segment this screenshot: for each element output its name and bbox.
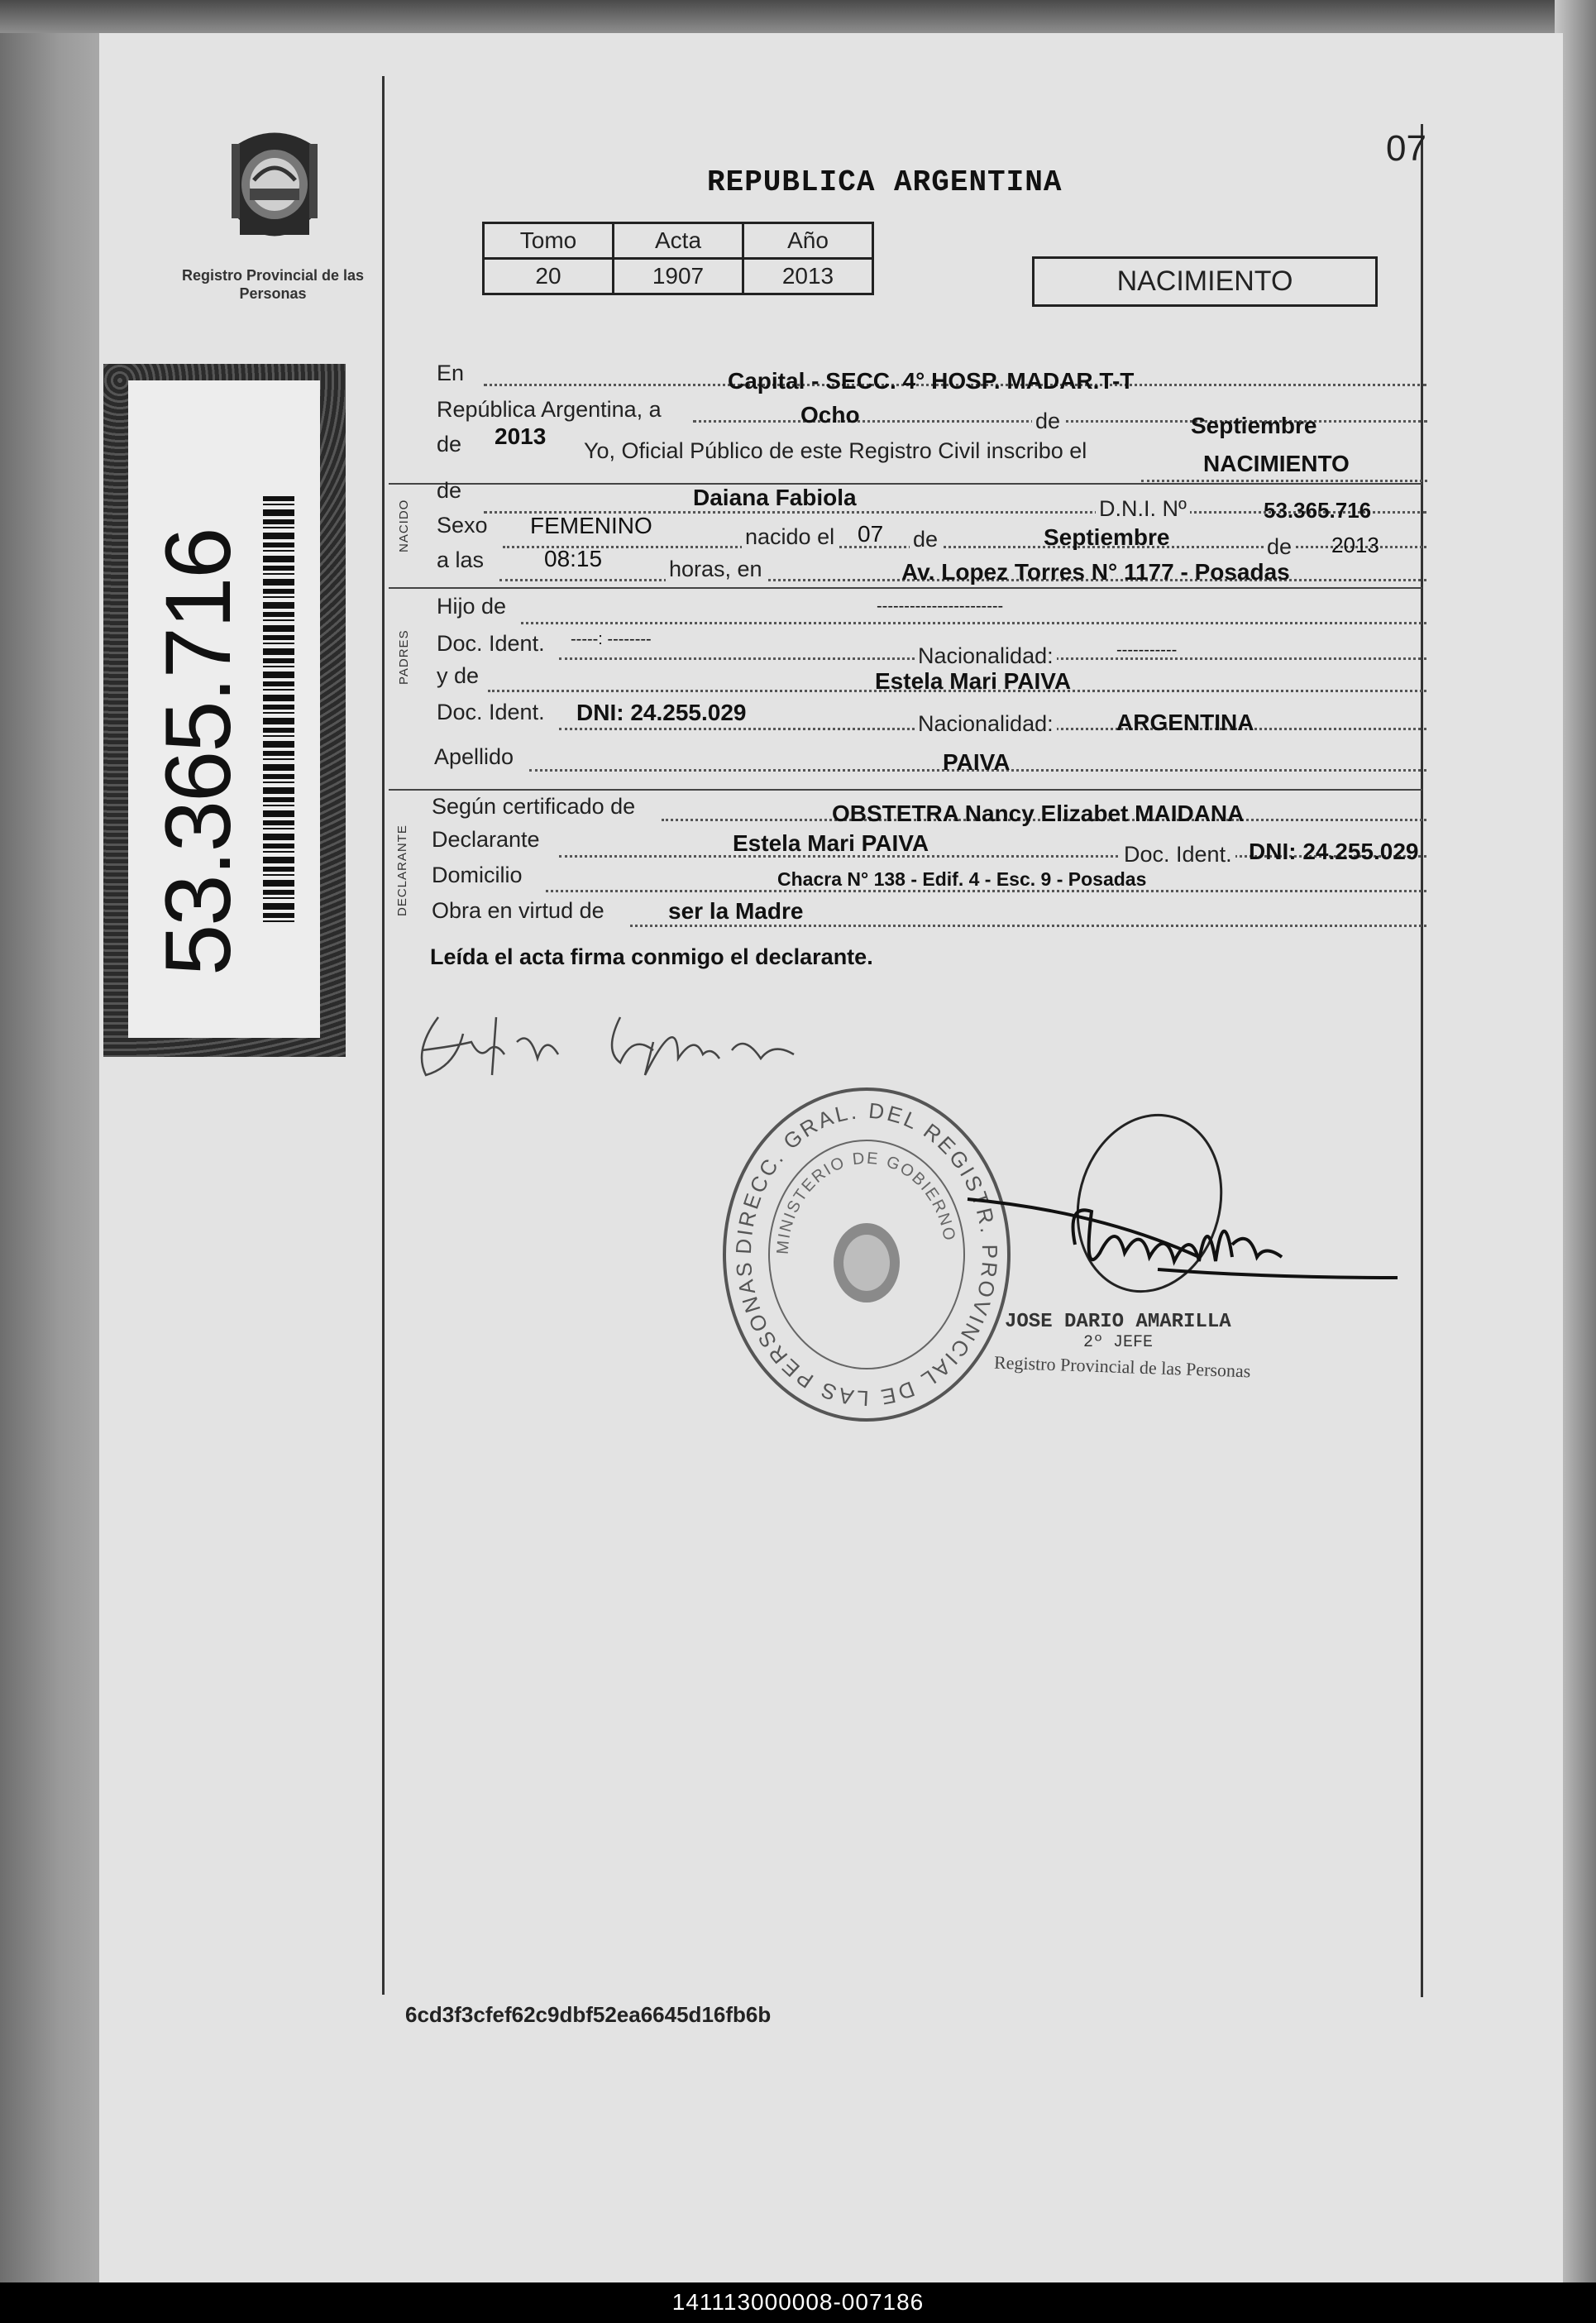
official-title: 2º JEFE — [1083, 1333, 1154, 1352]
value-declarant-address: Chacra N° 138 - Edif. 4 - Esc. 9 - Posadas — [777, 868, 1147, 890]
value-mother-doc: DNI: 24.255.029 — [576, 700, 747, 725]
value-sexo: FEMENINO — [530, 513, 652, 538]
section-rule — [389, 483, 1422, 485]
label-nacido-el: nacido el — [742, 524, 838, 550]
label-de-year: de — [437, 432, 462, 456]
text-yo-oficial: Yo, Oficial Público de este Registro Civil inscribo el — [584, 438, 1087, 463]
section-padres: PADRES — [397, 629, 411, 685]
agency-caption: Registro Provincial de las Personas — [181, 267, 365, 302]
label-de-name: de — [437, 478, 462, 503]
value-mother: Estela Mari PAIVA — [875, 668, 1072, 694]
dotted-line — [521, 622, 1426, 624]
value-father-nationality: ----------- — [1116, 641, 1178, 659]
value-day-text: Ocho — [800, 402, 860, 428]
closing-statement: Leída el acta firma conmigo el declarante. — [430, 944, 873, 969]
registry-header-anio: Año — [743, 223, 873, 259]
value-birth-year: 2013 — [1331, 533, 1379, 557]
label-de-birth-month: de — [910, 527, 941, 552]
value-birth-month: Septiembre — [1044, 524, 1170, 550]
label-doc-ident-declarant: Doc. Ident. — [1121, 842, 1235, 868]
misiones-emblem-icon — [217, 122, 332, 255]
label-a-las: a las — [437, 547, 485, 572]
value-declarant-doc: DNI: 24.255.029 — [1249, 839, 1419, 864]
page-number: 07 — [1386, 128, 1426, 169]
registry-value-acta: 1907 — [614, 259, 743, 294]
left-frame-line — [382, 76, 385, 1995]
section-rule — [389, 587, 1422, 589]
label-doc-ident-mother: Doc. Ident. — [437, 700, 545, 724]
country-title: REPUBLICA ARGENTINA — [707, 165, 1063, 199]
registry-header-acta: Acta — [614, 223, 743, 259]
value-father-doc: -----: -------- — [571, 630, 652, 648]
seal-inner-text: MINISTERIO DE GOBIERNO — [773, 1149, 959, 1255]
value-place: Capital - SECC. 4° HOSP. MADAR.T-T — [728, 368, 1135, 394]
official-office: Registro Provincial de las Personas — [993, 1351, 1251, 1382]
label-declarante: Declarante — [432, 827, 540, 852]
image-code: 141113000008-007186 — [671, 2289, 925, 2315]
label-domicilio: Domicilio — [432, 863, 523, 887]
label-nacionalidad-father: Nacionalidad: — [915, 643, 1057, 669]
registry-value-anio: 2013 — [743, 259, 873, 294]
act-type-box: NACIMIENTO — [1032, 256, 1378, 307]
value-dni: 53.365.716 — [1264, 498, 1372, 523]
value-surname: PAIVA — [943, 749, 1011, 775]
label-obra-en-virtud: Obra en virtud de — [432, 898, 604, 923]
section-declarante: DECLARANTE — [395, 825, 409, 916]
registry-header-tomo: Tomo — [484, 223, 614, 259]
value-time: 08:15 — [544, 546, 603, 571]
value-certificate: OBSTETRA Nancy Elizabet MAIDANA — [832, 801, 1245, 826]
label-en: En — [437, 361, 465, 385]
label-nacionalidad-mother: Nacionalidad: — [915, 711, 1057, 737]
book-edge-left — [0, 0, 99, 2282]
label-y-de: y de — [437, 663, 480, 688]
label-de-birth-year: de — [1264, 534, 1295, 560]
section-nacido: NACIDO — [397, 499, 411, 552]
barcode-icon — [263, 496, 294, 926]
value-name: Daiana Fabiola — [693, 485, 857, 510]
dotted-line — [630, 925, 1426, 927]
seal-outer-text: DIRECC. GRAL. DEL REGISTR. PROVINCIAL DE LAS PERSONAS — [730, 1097, 1003, 1412]
label-doc-ident-father: Doc. Ident. — [437, 631, 545, 656]
value-mother-nationality: ARGENTINA — [1116, 710, 1254, 735]
label-de: de — [1032, 409, 1063, 434]
label-hijo-de: Hijo de — [437, 594, 507, 619]
right-frame-line — [1421, 124, 1423, 1997]
declarant-signature — [405, 984, 835, 1092]
registry-value-tomo: 20 — [484, 259, 614, 294]
document-hash: 6cd3f3cfef62c9dbf52ea6645d16fb6b — [405, 2002, 772, 2027]
label-segun-certificado: Según certificado de — [432, 794, 636, 819]
dotted-line — [1141, 480, 1427, 482]
label-republica: República Argentina, a — [437, 397, 662, 422]
value-declarant: Estela Mari PAIVA — [733, 830, 929, 856]
official-signature — [951, 1112, 1414, 1327]
book-edge-top — [0, 0, 1596, 33]
value-year: 2013 — [495, 423, 547, 449]
official-name: JOSE DARIO AMARILLA — [1005, 1311, 1231, 1333]
value-birth-day: 07 — [858, 521, 884, 547]
registry-table — [482, 222, 874, 295]
label-apellido: Apellido — [434, 744, 514, 769]
value-month: Septiembre — [1191, 413, 1317, 438]
value-capacity: ser la Madre — [668, 898, 804, 924]
value-birth-address: Av. Lopez Torres N° 1177 - Posadas — [901, 559, 1290, 585]
label-sexo: Sexo — [437, 513, 488, 538]
label-dni: D.N.I. Nº — [1096, 496, 1190, 522]
label-horas-en: horas, en — [666, 557, 766, 582]
id-number: 53.365.716 — [146, 528, 250, 976]
value-father: ----------------------- — [877, 597, 1004, 615]
value-act: NACIMIENTO — [1203, 451, 1350, 476]
section-rule — [389, 789, 1422, 791]
